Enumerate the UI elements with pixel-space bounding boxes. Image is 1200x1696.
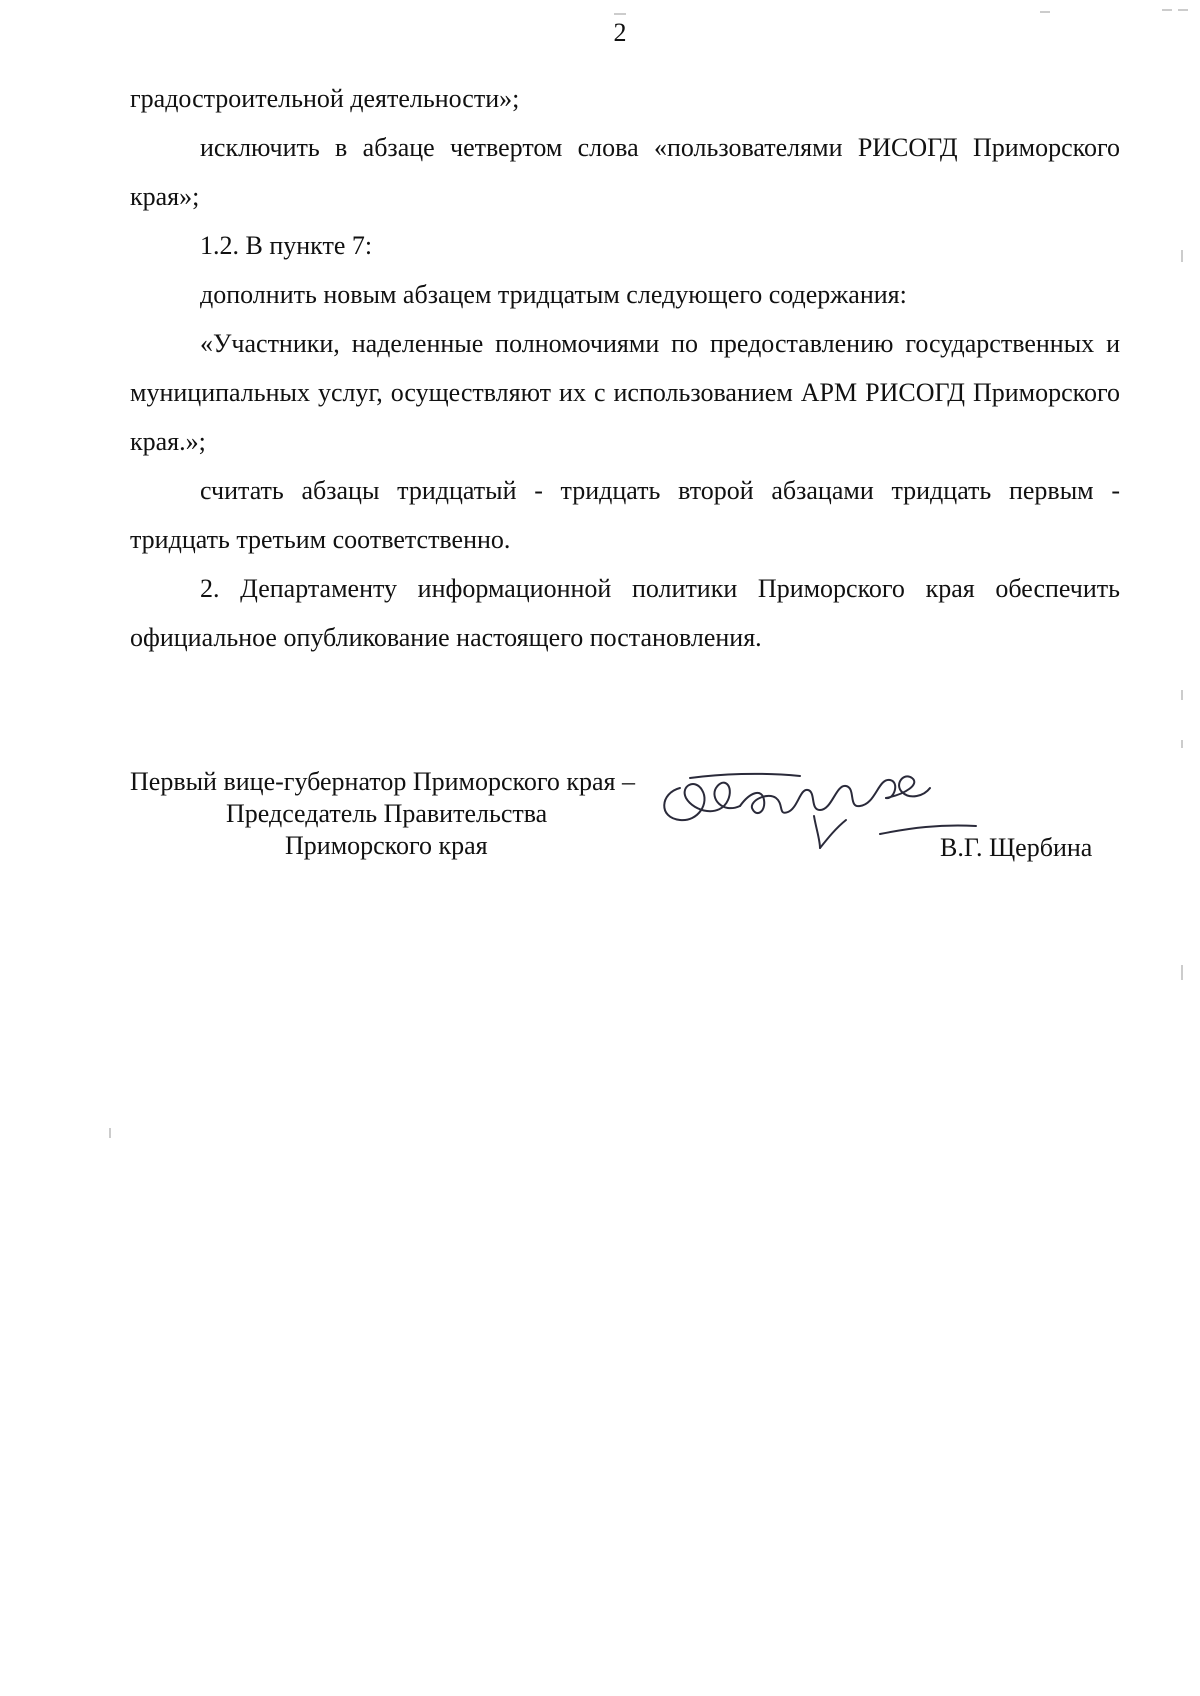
signer-title-line: Первый вице-губернатор Приморского края –	[130, 767, 635, 796]
signature-block	[130, 766, 1120, 876]
document-body	[130, 74, 1120, 662]
signer-title	[130, 766, 635, 862]
paragraph: исключить в абзаце четвертом слова «пользователями РИСОГД Приморского края»;	[130, 133, 1120, 211]
signer-name: В.Г. Щербина	[940, 833, 1093, 862]
page-number: 2	[613, 18, 627, 47]
paragraph: 1.2. В пункте 7:	[200, 231, 373, 260]
signer-title-line: Приморского края	[285, 831, 488, 860]
paragraph: градостроительной деятельности»;	[130, 84, 520, 113]
handwritten-signature	[650, 748, 980, 868]
signer-title-line: Председатель Правительства	[226, 799, 548, 828]
paragraph: дополнить новым абзацем тридцатым следующего содержания:	[200, 280, 907, 309]
paragraph: считать абзацы тридцатый - тридцать второй абзацами тридцать первым - тридцать третьим соответственно.	[130, 476, 1120, 554]
paragraph: 2. Департаменту информационной политики Приморского края обеспечить официальное опубликование настоящего постановления.	[130, 574, 1120, 652]
paragraph: «Участники, наделенные полномочиями по предоставлению государственных и муниципальных услуг, осуществляют их с использованием АРМ РИСОГД Приморского края.»;	[130, 329, 1120, 456]
